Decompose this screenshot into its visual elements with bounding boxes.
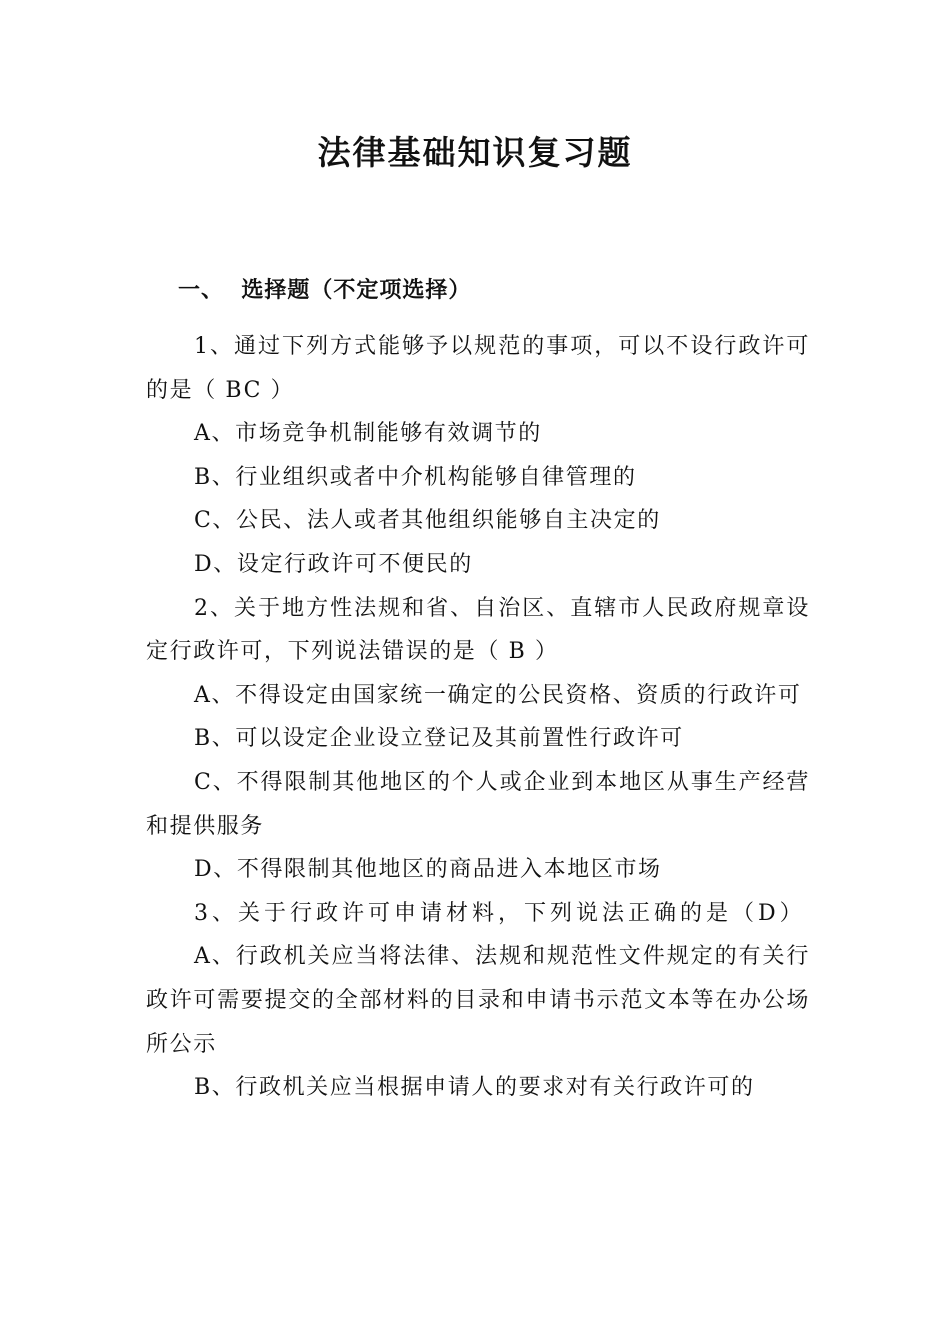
question-1-option-a: A、市场竞争机制能够有效调节的 xyxy=(194,421,542,447)
question-3-option-a: A、行政机关应当将法律、法规和规范性文件规定的有关行政许可需要提交的全部材料的目录和申请书示范文本等在办公场所公示 xyxy=(146,944,810,1057)
question-3-option-b: B、行政机关应当根据申请人的要求对有关行政许可的 xyxy=(194,1075,755,1101)
question-1: 1、通过下列方式能够予以规范的事项，可以不设行政许可的是（ BC ） xyxy=(146,334,810,403)
document-title: 法律基础知识复习题 xyxy=(317,133,633,172)
question-2: 2、关于地方性法规和省、自治区、直辖市人民政府规章设定行政许可，下列说法错误的是（ B ） xyxy=(146,595,810,665)
question-1-option-d: D、设定行政许可不便民的 xyxy=(194,551,473,577)
question-2-option-c: C、不得限制其他地区的个人或企业到本地区从事生产经营和提供服务 xyxy=(146,769,810,839)
question-2-option-d: D、不得限制其他地区的商品进入本地区市场 xyxy=(194,857,662,883)
question-2-option-b: B、可以设定企业设立登记及其前置性行政许可 xyxy=(194,726,684,752)
question-1-option-c: C、公民、法人或者其他组织能够自主决定的 xyxy=(194,508,661,534)
question-2-option-a: A、不得设定由国家统一确定的公民资格、资质的行政许可 xyxy=(194,682,802,708)
question-1-option-b: B、行业组织或者中介机构能够自律管理的 xyxy=(194,464,637,490)
question-3: 3、关于行政许可申请材料，下列说法正确的是（D） xyxy=(194,900,806,926)
section-heading: 一、 选择题（不定项选择） xyxy=(178,277,472,303)
document-body xyxy=(146,325,810,1110)
